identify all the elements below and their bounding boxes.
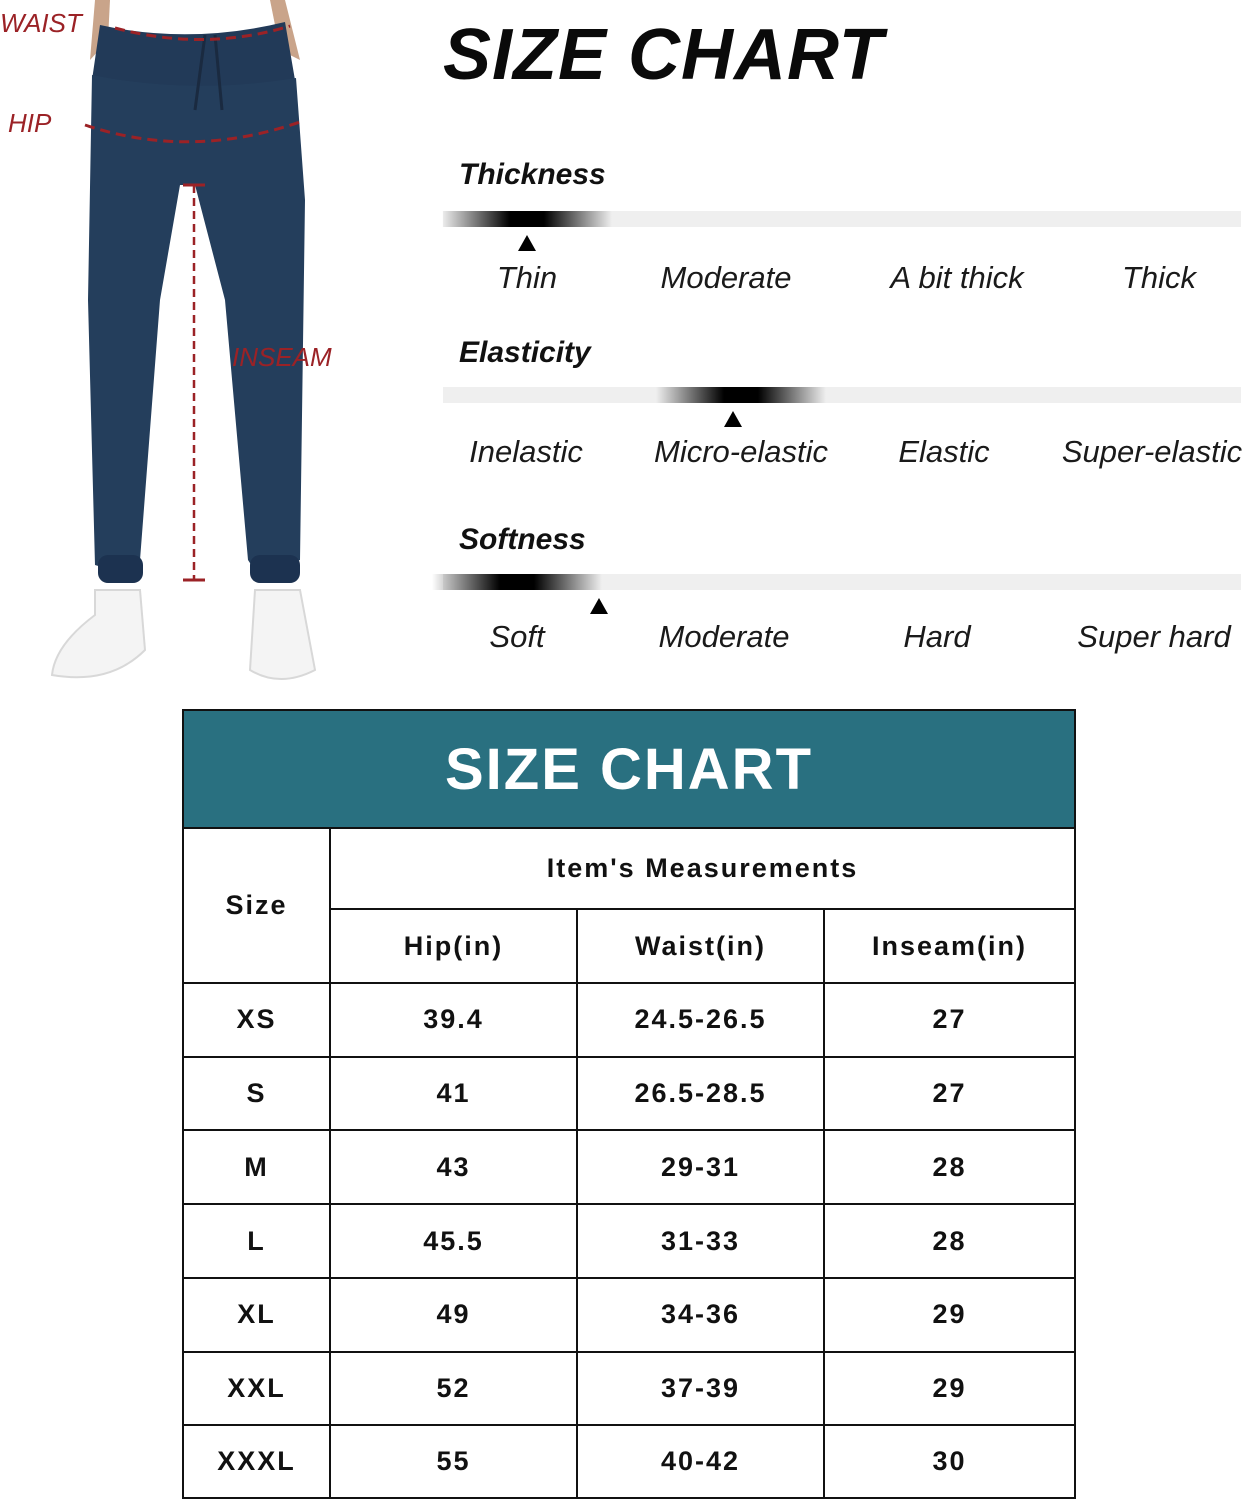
hip-label: HIP [8,108,52,138]
measurement-cell: 43 [330,1130,577,1204]
inseam-column-header: Inseam(in) [824,909,1074,983]
measurement-cell: 41 [330,1057,577,1131]
table-banner [184,711,1074,829]
scale-option: Moderate [660,260,792,295]
table-row [184,1130,1074,1204]
scale-option: Super hard [1077,619,1231,654]
measurement-cell: 27 [824,1057,1074,1131]
scale-title-softness: Softness [459,523,586,556]
size-cell: XXXL [184,1425,330,1497]
measurement-cell: 28 [824,1204,1074,1278]
measurement-cell: 29-31 [577,1130,824,1204]
scale-option: Moderate [658,619,790,654]
hip-column-header: Hip(in) [330,909,577,983]
size-cell: XS [184,983,330,1057]
measurement-cell: 29 [824,1278,1074,1352]
size-cell: L [184,1204,330,1278]
waist-column-header: Waist(in) [577,909,824,983]
measurement-cell: 40-42 [577,1425,824,1497]
triangle-up-icon [518,235,536,251]
measurement-cell: 39.4 [330,983,577,1057]
right-shoe [250,590,315,679]
measurement-cell: 37-39 [577,1352,824,1426]
measurement-cell: 29 [824,1352,1074,1426]
scale-option: Elastic [898,434,990,469]
size-cell: S [184,1057,330,1131]
table-body [184,983,1074,1497]
table-row [184,1057,1074,1131]
measurement-cell: 31-33 [577,1204,824,1278]
measurement-cell: 24.5-26.5 [577,983,824,1057]
scale-indicator [442,211,612,227]
scale-indicator [432,574,602,590]
measurement-cell: 49 [330,1278,577,1352]
measurement-cell: 28 [824,1130,1074,1204]
right-cuff [250,555,300,583]
scale-indicator [656,387,826,403]
size-header: Size [184,829,330,983]
measurement-cell: 30 [824,1425,1074,1497]
scale-option: A bit thick [890,260,1024,295]
scale-title-thickness: Thickness [459,158,606,191]
size-cell: XL [184,1278,330,1352]
measurement-cell: 52 [330,1352,577,1426]
size-cell: M [184,1130,330,1204]
page-title: SIZE CHART [443,15,884,95]
scale-option: Thin [496,260,558,295]
scale-bar-softness [443,574,1241,590]
table-row [184,1352,1074,1426]
scale-option: Inelastic [469,434,583,469]
table-row [184,1204,1074,1278]
waist-label: WAIST [0,8,82,38]
measurements-table [184,829,1074,1497]
table-banner-title: SIZE CHART [445,736,813,802]
table-row [184,1425,1074,1497]
pants-body [88,75,305,575]
size-cell: XXL [184,1352,330,1426]
left-shoe [52,590,145,677]
scale-option: Soft [489,619,545,654]
scale-option: Thick [1121,260,1197,295]
scale-title-elasticity: Elasticity [459,336,591,369]
left-cuff [98,555,143,583]
triangle-up-icon [724,411,742,427]
measurement-cell: 34-36 [577,1278,824,1352]
scale-option: Super-elastic [1061,434,1243,469]
measurement-cell: 45.5 [330,1204,577,1278]
triangle-up-icon [590,598,608,614]
measurement-cell: 55 [330,1425,577,1497]
table-row [184,1278,1074,1352]
measurement-cell: 26.5-28.5 [577,1057,824,1131]
size-table [182,709,1076,1499]
scale-bar-thickness [443,211,1241,227]
measurements-header: Item's Measurements [330,829,1074,909]
scale-option: Micro-elastic [654,434,828,469]
pants-illustration [0,0,360,690]
measurement-cell: 27 [824,983,1074,1057]
scale-option: Hard [903,619,971,654]
scale-bar-elasticity [443,387,1241,403]
inseam-label: INSEAM [232,342,332,372]
table-row [184,983,1074,1057]
